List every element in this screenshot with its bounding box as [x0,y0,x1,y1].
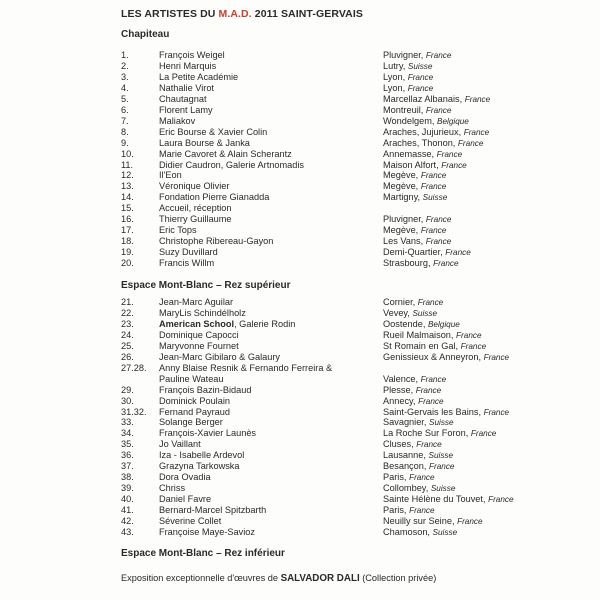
artist-name [159,308,246,319]
location-city: Chamoson, [383,526,430,537]
location-city: Rueil Malmaison, [383,329,454,340]
list-item [0,494,600,505]
location-city: Vevey, [383,307,410,318]
artist-name-text: Séverine Collet [159,516,222,526]
location-country: France [420,374,447,384]
list-item [0,203,600,214]
item-number: 1. [121,50,129,60]
section-heading-rez-inferieur: Espace Mont-Blanc – Rez inférieur [121,548,285,559]
artist-name [159,341,239,352]
location-city: Valence, [383,373,419,384]
artist-location [383,170,446,181]
location-city: Sainte Hélène du Touvet, [383,494,486,505]
item-number: 9. [121,137,129,148]
artist-location [383,494,514,505]
location-city: Paris, [383,472,407,483]
artist-location [383,407,509,418]
list-item [0,149,600,160]
artist-name [159,203,232,214]
artist-name [159,483,185,494]
artist-name [159,396,230,407]
location-country: France [417,298,444,307]
artist-name-text: Jean-Marc Gibilaro & Galaury [159,351,281,362]
artist-name [159,236,273,247]
artist-name [159,461,240,472]
item-number: 20. [121,258,134,269]
title-suffix: 2011 SAINT-GERVAIS [251,8,363,20]
artist-name-text: Fernand Payraud [159,406,230,417]
artist-name [159,472,211,483]
item-number: 42. [121,516,134,526]
item-number: 16. [121,214,134,225]
artist-name [159,428,256,439]
artist-name [159,352,280,363]
artist-name-text: Laura Bourse & Janka [159,137,250,148]
artist-location [383,505,435,516]
artist-name [159,72,238,83]
item-number: 27.28. [121,362,147,373]
list-item [0,72,600,83]
location-city: Pluvigner, [383,50,424,60]
artist-name-text: Henri Marquis [159,60,217,71]
artist-location [383,50,451,61]
artist-location [383,116,469,127]
artist-location [383,516,483,527]
list-item [0,214,600,225]
artist-name-text: Maliakov [159,115,196,126]
list-item [0,61,600,72]
artist-name-text: Iza - Isabelle Ardevol [159,450,245,461]
artist-name-text: Solange Berger [159,417,223,428]
list-item [0,105,600,116]
location-country: France [418,396,444,406]
list-item [0,50,600,61]
item-number: 6. [121,104,129,115]
artist-name-text: Thierry Guillaume [159,214,232,225]
artist-name-text: Chautagnat [159,93,207,104]
artist-name [159,297,233,308]
artist-name [159,225,197,236]
location-city: Oostende, [383,318,426,329]
artist-location [383,341,486,352]
item-number: 35. [121,439,134,450]
location-city: Marcellaz Albanais, [383,93,463,104]
item-number: 19. [121,247,134,258]
artist-name-line2: Pauline Wateau [159,373,224,384]
artist-name [159,127,267,138]
location-country: France [420,226,447,236]
artist-name-text: Il'Eon [159,170,182,181]
artist-location [383,319,460,330]
list-item [0,138,600,149]
artist-name-text: Maryvonne Fournet [159,340,239,351]
artist-name [159,505,266,516]
location-city: Montreuil, [383,104,424,115]
artist-location [383,72,433,83]
list-item [0,472,600,483]
artist-name-text: MaryLis Schindélholz [159,307,246,318]
item-number: 30. [121,395,134,406]
list-item [0,330,600,341]
artist-name [159,439,201,450]
location-city: Les Vans, [383,236,424,247]
location-country: France [425,237,452,247]
artist-location [383,352,509,363]
list-item [0,516,600,527]
artist-name [159,149,292,160]
artist-location [383,330,482,341]
artist-name [159,116,195,127]
location-country: Suisse [428,451,454,461]
artist-name [159,385,251,396]
artist-name [159,258,214,269]
artist-name-text: Didier Caudron, Galerie Artnomadis [159,159,305,170]
item-number: 13. [121,181,134,192]
list-item [0,407,600,418]
section-heading-rez-superieur: Espace Mont-Blanc – Rez supérieur [121,280,291,291]
artist-location [383,439,442,450]
location-city: Besançon, [383,461,427,472]
artist-name [159,50,225,61]
list-item [0,236,600,247]
item-number: 34. [121,428,134,439]
artist-name-text: Marie Cavoret & Alain Scherantz [159,148,292,159]
artist-name [159,330,239,341]
list-item [0,247,600,258]
list-item [0,505,600,516]
location-city: Megève, [383,225,419,236]
item-number: 25. [121,340,134,351]
artist-name-text: Eric Bourse & Xavier Colin [159,126,268,137]
location-country: France [457,138,484,148]
location-country: France [407,72,434,82]
item-number: 26. [121,351,134,362]
location-country: France [425,51,452,60]
list-item [0,396,600,407]
artist-name [159,192,269,203]
location-country: France [428,462,455,472]
location-country: Suisse [430,484,456,494]
location-country: Suisse [422,193,448,203]
artist-name [159,516,221,527]
artist-name-text: Bernard-Marcel Spitzbarth [159,505,267,516]
footer-note [121,573,436,584]
artist-location [383,247,471,258]
artist-name-bold: American School [159,318,235,329]
artist-name-text: Dominick Poulain [159,395,230,406]
artist-name [159,247,218,258]
item-number: 18. [121,236,134,247]
artist-name-text: Françoise Maye-Savioz [159,526,255,537]
item-number: 5. [121,93,129,104]
footer-highlight: SALVADOR DALI [280,573,360,584]
artist-name [159,494,211,505]
artist-name-text: François-Xavier Launès [159,428,257,439]
location-country: France [416,440,442,450]
artist-location [383,149,462,160]
list-item [0,527,600,538]
artist-name-text: Suzy Duvillard [159,247,218,258]
location-country: France [433,259,459,269]
list-item [0,483,600,494]
artist-name [159,170,182,181]
list-item [0,160,600,171]
artist-name-text: Francis Willm [159,258,215,269]
artist-location [383,374,446,385]
list-item [0,439,600,450]
location-country: France [463,127,490,137]
list-item [0,192,600,203]
location-city: Annemasse, [383,148,435,159]
item-number: 7. [121,115,129,126]
artist-location [383,127,489,138]
item-number: 11. [121,159,134,170]
location-country: France [441,160,467,170]
item-number: 29. [121,384,134,395]
location-country: France [415,385,442,395]
location-city: Savagnier, [383,417,427,428]
item-number: 3. [121,71,129,82]
item-number: 2. [121,60,129,71]
artist-location [383,527,457,538]
artist-name-text: Christophe Ribereau-Gayon [159,236,274,247]
artist-location [383,428,496,439]
artist-location [383,483,455,494]
location-city: St Romain en Gal, [383,340,459,351]
item-number: 31.32. [121,406,147,417]
list-item [0,428,600,439]
list-item [0,116,600,127]
item-number: 41. [121,505,134,516]
location-country: France [420,171,447,181]
item-number: 36. [121,450,134,461]
artist-location [383,308,437,319]
item-number: 10. [121,148,134,159]
artist-location [383,105,451,116]
list-item [0,297,600,308]
location-country: France [420,182,447,192]
page-title [121,8,363,20]
artist-name-text: Anny Blaise Resnik & Fernando Ferreira & [159,362,333,373]
list-item [0,341,600,352]
location-city: Paris, [383,505,407,516]
location-country: France [456,330,482,340]
item-number: 33. [121,417,134,428]
title-highlight: M.A.D. [218,8,252,20]
artist-location [383,417,454,428]
location-country: Belgique [427,319,460,329]
location-city: Araches, Jujurieux, [383,126,462,137]
artist-name-text: Dominique Capocci [159,329,239,340]
location-country: Suisse [432,527,458,537]
location-city: Megève, [383,170,419,181]
location-country: France [445,248,471,258]
location-country: France [488,495,514,505]
location-country: Belgique [436,116,469,126]
location-city: Lyon, [383,82,406,93]
artist-name-text: François Bazin-Bidaud [159,384,252,395]
location-city: La Roche Sur Foron, [383,428,469,439]
location-country: France [425,105,452,115]
list-item [0,94,600,105]
location-city: Lyon, [383,71,406,82]
location-city: Megève, [383,181,419,192]
location-country: France [483,352,510,362]
item-number: 12. [121,170,134,181]
artist-location [383,214,451,225]
item-number: 22. [121,307,134,318]
artist-name [159,160,304,171]
location-country: France [425,215,452,225]
location-city: Saint-Gervais les Bains, [383,406,482,417]
footer-text-after: (Collection privée) [359,573,437,583]
location-city: Strasbourg, [383,258,431,269]
artist-name-text: Eric Tops [159,225,197,236]
list-item [0,83,600,94]
location-country: France [460,341,487,351]
item-number: 23. [121,318,134,329]
item-number: 37. [121,461,134,472]
location-city: Cluses, [383,439,414,450]
location-city: Cornier, [383,297,416,307]
list-item [0,319,600,330]
location-country: France [409,506,435,516]
location-country: France [470,429,497,439]
location-country: France [409,473,435,483]
location-country: Suisse [428,418,454,428]
artist-location [383,461,454,472]
artist-name [159,61,216,72]
artist-name [159,407,230,418]
artist-location [383,160,467,171]
list-item [0,450,600,461]
artist-name-text: Florent Lamy [159,104,213,115]
artist-name [159,363,332,385]
title-prefix: LES ARTISTES DU [121,8,219,20]
item-number: 17. [121,225,134,236]
location-country: Suisse [407,61,433,71]
artist-name [159,417,223,428]
artist-location [383,138,483,149]
artist-name [159,138,250,149]
list-item [0,170,600,181]
list-item [0,417,600,428]
artist-name-text: Fondation Pierre Gianadda [159,192,270,203]
list-item [0,258,600,269]
list-item [0,461,600,472]
artist-name [159,527,255,538]
location-city: Pluvigner, [383,214,424,225]
item-number: 21. [121,297,134,307]
list-item [0,308,600,319]
artist-location [383,258,459,269]
location-country: France [436,149,463,159]
list-item [0,181,600,192]
list-item [0,225,600,236]
section-heading-chapiteau: Chapiteau [121,29,170,40]
location-city: Annecy, [383,395,416,406]
location-city: Martigny, [383,192,421,203]
artist-location [383,396,444,407]
artist-location [383,61,432,72]
artist-location [383,225,446,236]
location-city: Maison Alfort, [383,159,439,170]
artist-name-text: Grazyna Tarkowska [159,461,240,472]
item-number: 40. [121,494,134,505]
artist-name [159,94,207,105]
artist-location [383,83,433,94]
artist-location [383,450,453,461]
item-number: 4. [121,82,129,93]
artist-location [383,94,490,105]
artist-name-text: Jo Vaillant [159,439,201,450]
list-item [0,385,600,396]
artist-name-text: Chriss [159,483,186,494]
artist-location [383,472,435,483]
location-country: France [464,94,491,104]
artist-location [383,385,441,396]
location-country: Suisse [412,308,438,318]
location-city: Wondelgem, [383,115,435,126]
location-city: Lutry, [383,60,406,71]
artist-name-text: Daniel Favre [159,494,212,505]
artist-name-text: La Petite Académie [159,71,239,82]
item-number: 43. [121,526,134,537]
item-number: 8. [121,126,129,137]
artist-location [383,192,447,203]
list-item [0,352,600,363]
footer-text-before: Exposition exceptionnelle d'œuvres de [121,573,281,583]
location-city: Neuilly sur Seine, [383,516,455,526]
artist-name-text: Nathalie Virot [159,82,214,93]
location-city: Lausanne, [383,450,426,461]
artist-name-text: Véronique Olivier [159,181,230,192]
location-country: France [457,517,483,526]
item-number: 39. [121,483,134,494]
location-city: Araches, Thonon, [383,137,456,148]
location-country: France [407,83,434,93]
artist-name-text: Dora Ovadia [159,472,211,483]
artist-location [383,236,451,247]
artist-location [383,297,443,308]
artist-name [159,181,229,192]
item-number: 15. [121,203,134,214]
artist-name [159,214,232,225]
artist-name-text: François Weigel [159,50,225,60]
item-number: 24. [121,329,134,340]
location-city: Collombey, [383,483,429,494]
item-number: 38. [121,472,134,483]
list-item [0,362,600,384]
artist-name-text: , Galerie Rodin [234,318,296,329]
location-country: France [483,407,510,417]
list-item [0,127,600,138]
artist-name [159,319,295,330]
location-city: Plesse, [383,384,414,395]
location-city: Demi-Quartier, [383,247,443,258]
item-number: 14. [121,192,134,203]
location-city: Genissieux & Anneyron, [383,351,482,362]
artist-name [159,450,244,461]
artist-name-text: Jean-Marc Aguilar [159,297,234,307]
artist-name [159,105,213,116]
artist-name [159,83,214,94]
artist-name-text: Accueil, réception [159,203,232,214]
artist-location [383,181,446,192]
